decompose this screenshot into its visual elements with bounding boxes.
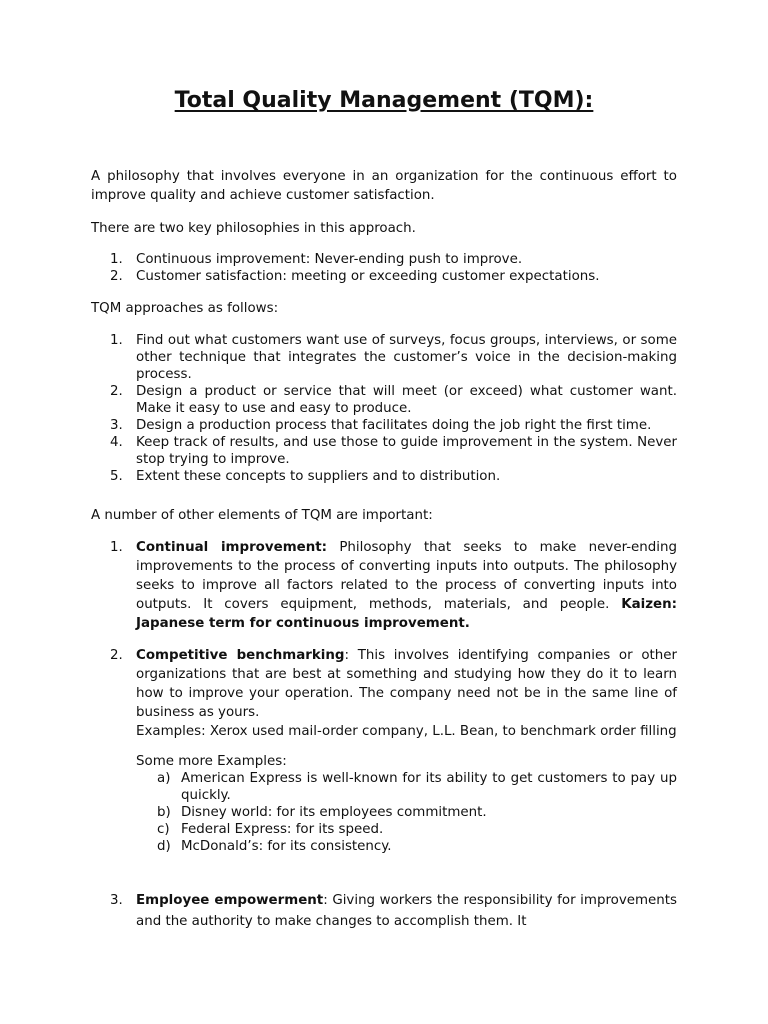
- list-item: [91, 538, 677, 633]
- list-text: Design a production process that facilitates doing the job right the first time.: [136, 418, 652, 433]
- list-item: [91, 332, 677, 383]
- list-letter: c): [157, 822, 170, 837]
- list-number: 4.: [110, 435, 123, 450]
- list-text: American Express is well-known for its ability to get customers to pay up quickly.: [181, 771, 677, 803]
- list-item: [91, 890, 677, 932]
- benchmark-example: [91, 722, 677, 741]
- list-item: [91, 434, 677, 468]
- approach-intro: TQM approaches as follows:: [91, 301, 279, 316]
- list-text: Design a product or service that will meet (or exceed) what customer want. Make it easy to use and easy to produce.: [136, 384, 677, 416]
- list-number: 1.: [110, 252, 123, 267]
- list-text: Keep track of results, and use those to guide improvement in the system. Never stop trying to improve.: [136, 435, 677, 467]
- list-item: [91, 417, 677, 434]
- list-text: Disney world: for its employees commitment.: [181, 805, 487, 820]
- element-competitive-benchmarking: [91, 646, 677, 855]
- list-item: [136, 770, 677, 804]
- list-text: Find out what customers want use of surveys, focus groups, interviews, or some other technique that integrates the customer’s voice in the decision-making process.: [136, 333, 677, 382]
- more-examples-text: Some more Examples:: [136, 754, 287, 769]
- list-number: 3.: [110, 418, 123, 433]
- list-text: Federal Express: for its speed.: [181, 822, 384, 837]
- list-number: 3.: [110, 893, 123, 908]
- key-philosophies-list: [91, 251, 677, 285]
- element-description: : This involves identifying companies or other organizations that are best at something and studying how they do it to learn how to improve your operation. The company need not be in the same line of business as yours.: [136, 648, 677, 720]
- page-title: Total Quality Management (TQM):: [174, 88, 594, 113]
- term-competitive-benchmarking: Competitive benchmarking: [136, 648, 345, 663]
- list-number: 1.: [110, 333, 123, 348]
- intro-paragraph: A philosophy that involves everyone in an organization for the continuous effort to improve quality and achieve customer satisfaction.: [91, 169, 677, 203]
- element-description: : Giving workers the responsibility for improvements and the authority to make changes to accomplish them. It: [136, 893, 678, 929]
- list-text: Customer satisfaction: meeting or exceeding customer expectations.: [136, 269, 600, 284]
- list-item: [136, 821, 677, 838]
- list-item: [91, 251, 677, 268]
- element-employee-empowerment: [91, 890, 677, 932]
- list-item: [91, 268, 677, 285]
- list-text: McDonald’s: for its consistency.: [181, 839, 392, 854]
- list-number: 2.: [110, 269, 123, 284]
- element-continual-improvement: [91, 538, 677, 633]
- more-examples-list: [91, 770, 677, 855]
- kaizen-definition: Kaizen: Japanese term for continuous improvement.: [136, 597, 677, 631]
- term-employee-empowerment: Employee empowerment: [136, 893, 324, 908]
- element-description: Philosophy that seeks to make never-ending improvements to the process of converting inputs into outputs. The philosophy seeks to improve all factors related to the process of converting inputs into outputs. It covers equipment, methods, materials, and people.: [136, 540, 677, 612]
- term-continual-improvement: Continual improvement:: [136, 540, 328, 555]
- list-letter: d): [157, 839, 171, 854]
- list-number: 2.: [110, 648, 123, 663]
- list-item: [91, 383, 677, 417]
- list-item: [91, 468, 677, 485]
- example-text: Examples: Xerox used mail-order company, L.L. Bean, to benchmark order filling: [136, 724, 677, 739]
- key-philosophies-intro: There are two key philosophies in this approach.: [91, 221, 416, 236]
- list-item: [91, 646, 677, 722]
- list-letter: a): [157, 771, 171, 786]
- list-item: [136, 838, 677, 855]
- list-number: 5.: [110, 469, 123, 484]
- list-item: [136, 804, 677, 821]
- elements-intro: A number of other elements of TQM are important:: [91, 508, 433, 523]
- approach-list: [91, 332, 677, 485]
- more-examples-label: [91, 753, 677, 770]
- list-letter: b): [157, 805, 171, 820]
- list-number: 1.: [110, 540, 123, 555]
- list-text: Extent these concepts to suppliers and to distribution.: [136, 469, 501, 484]
- list-text: Continuous improvement: Never-ending push to improve.: [136, 252, 523, 267]
- list-number: 2.: [110, 384, 123, 399]
